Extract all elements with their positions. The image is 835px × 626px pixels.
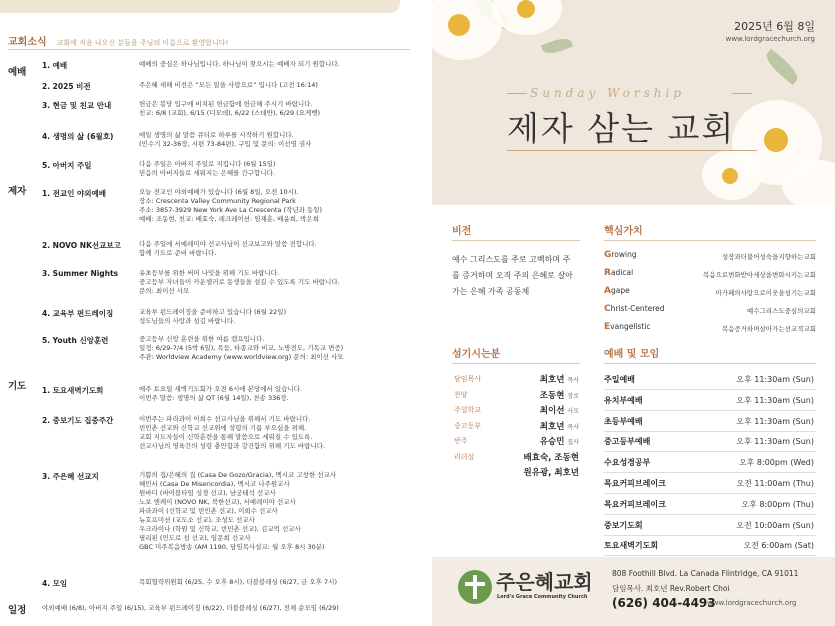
- divider: [732, 93, 752, 94]
- news-item-text: 중고등부 신앙 훈련을 위한 여름 캠프입니다. 일정: 6/29-7/4 (5박 6일), 목둠, 타종교와 비교, 노방전도, 기독교 변증) 주관: Worldview Academy (www.worldview.org) 문의: 최이선 사모: [139, 335, 344, 361]
- vision-heading: 비전: [452, 226, 472, 237]
- divider: [604, 493, 816, 494]
- core-value-word: [604, 322, 651, 332]
- address: 808 Foothill Blvd. La Canada Flintridge, CA 91011: [612, 569, 799, 578]
- news-item-label: 4. 생명의 삶 (6월호): [42, 132, 114, 141]
- staff-name-text: 조동현: [539, 390, 565, 401]
- news-item-label: 1. 전교인 야외예배: [42, 189, 107, 198]
- staff-heading: 섬기시는분: [452, 349, 501, 360]
- staff-title: 사모: [567, 408, 579, 415]
- staff-role: 중고등부: [454, 421, 482, 430]
- flower-center: [448, 14, 470, 36]
- staff-name-text: 최호년: [539, 421, 565, 432]
- divider: [604, 389, 816, 390]
- staff-name: [540, 405, 579, 418]
- schedule-text: 야외예배 (6/8), 아버지 주일 (6/15), 교육부 펀드레이징 (6/22), 더블블레싱 (6/27), 전체 순모임 (6/29): [42, 604, 339, 612]
- website-link[interactable]: www.lordgracechurch.org: [725, 35, 815, 43]
- core-value-rest: gape: [610, 286, 630, 295]
- staff-name-text: 최이선: [539, 406, 565, 416]
- date: 2025년 6월 8일: [734, 20, 815, 33]
- news-item-label: 2. 2025 비전: [42, 82, 91, 91]
- core-value-word: [604, 304, 665, 314]
- sunday-worship-label: Sunday Worship: [530, 86, 685, 100]
- staff-title: 집사: [567, 439, 579, 446]
- service-time: 오전 10:00am (Sun): [736, 520, 814, 530]
- core-value-rest: vangelistic: [610, 322, 651, 331]
- vision-text: 예수 그리스도를 주로 고백하며 주를 증거하며 오직 주의 은혜로 살아가는 은혜 가족 공동체: [452, 255, 573, 296]
- core-value-letter: A: [604, 286, 611, 296]
- church-name: 주은혜교회: [496, 570, 593, 594]
- category-worship: 예배: [8, 67, 27, 78]
- staff-name-text: 원유광, 최호년: [523, 468, 579, 478]
- divider: [604, 431, 816, 432]
- service-name: 토요새벽기도회: [604, 541, 659, 551]
- core-value-letter: C: [604, 304, 611, 314]
- news-item-text: 교육부 펀드레이징을 준비하고 있습니다 (6월 22일) 성도님들의 사랑과 섬김 바랍니다.: [139, 308, 287, 325]
- staff-role: 리더십: [454, 452, 475, 461]
- service-time: 오후 8:00pm (Wed): [738, 458, 814, 468]
- top-decor-bar: [0, 0, 400, 13]
- leaf-decor: [541, 35, 573, 57]
- section-subtitle: 교회에 처음 나오신 분들을 주님의 이름으로 환영합니다!: [56, 39, 229, 47]
- flower-banner: [432, 0, 835, 205]
- service-name: 유치부예배: [604, 395, 643, 405]
- core-value-rest: hrist-Centered: [610, 304, 665, 313]
- flower-center: [722, 168, 738, 184]
- service-name: 중고등부예배: [604, 437, 651, 447]
- staff-name-text: 최호년: [539, 375, 565, 385]
- service-time: 오후 11:30am (Sun): [736, 416, 814, 426]
- core-value-desc: 성장과더불어성숙을지향하는교회: [721, 253, 816, 261]
- staff-name-text: 배효숙, 조동현: [523, 452, 579, 463]
- website-link[interactable]: www.lordgracechurch.org: [707, 599, 797, 607]
- core-value-letter: R: [604, 268, 611, 278]
- core-value-letter: G: [604, 250, 612, 260]
- service-name: 중보기도회: [604, 520, 643, 530]
- staff-name: [524, 452, 579, 465]
- divider: [507, 150, 757, 151]
- cross-icon: [473, 575, 477, 599]
- staff-name: [540, 421, 579, 434]
- service-time: 오후 8:00pm (Thu): [741, 499, 814, 509]
- news-item-text: 매주 토요일 새벽기도회가 오전 6시에 본당에서 있습니다. 이번주 말씀: 생명의 삶 QT (6월 14일), 찬송 336장.: [139, 385, 303, 402]
- category-prayer: 기도: [8, 381, 27, 392]
- category-schedule: 일정: [8, 605, 27, 616]
- cross-icon: [465, 582, 485, 586]
- service-name: 초등부예배: [604, 416, 643, 426]
- staff-role: 반주: [454, 437, 468, 445]
- news-item-text: 기쁨의 집/은혜의 집 (Casa De Gozo/Gracia), 멕시코 고창한 선교사 혜민서 (Casa De Misericordia), 멕시코 나주원교사 원바디 (바이블타임 성경 선교), 남궁태석 선교사 노보 엔케이 (NOVO NK, 북한선교), 서예레미야 선교사 파라과이 (신학교 및 빈민촌 선교), 이희수 선교사 뉴호프미션 (교도소 선교), 조성도 선교사 우크라이나 (학원 및 신학교, 빈민촌 선교), 김교억 선교사 필리핀 (민도로 섬 선교), 임문희 선교사 GBC 미주복음방송 (AM 1190, 담임목사설교: 월 오후 8시 30분): [139, 471, 337, 551]
- news-item-label: 1. 토요새벽기도회: [42, 386, 104, 395]
- news-item-text: 다음 주일에 서예레미야 선교사님이 선교보고와 말씀 전합니다. 함께 기도로 준비 바랍니다.: [139, 240, 317, 257]
- news-item-label: 1. 예배: [42, 61, 68, 70]
- news-item-text: 유초등부를 위한 써머 나잇을 위해 기도 바랍니다. 중고등부 자녀들이 카운셀러로 동생들을 섬길 수 있도록 기도 바랍니다. 문의: 최이선 사모: [139, 269, 340, 295]
- core-value-word: [604, 268, 633, 278]
- flower-center: [517, 0, 535, 18]
- staff-role: 찬양: [454, 390, 468, 399]
- core-values-heading: 핵심가치: [604, 226, 643, 237]
- core-value-desc: 복음증거하며살아가는선교적교회: [721, 325, 816, 333]
- news-item-label: 4. 모임: [42, 579, 68, 588]
- divider: [604, 472, 816, 473]
- news-item-label: 3. 주은혜 선교지: [42, 472, 99, 481]
- category-discipleship: 제자: [8, 186, 27, 197]
- core-value-desc: 예수그리스도중심의교회: [746, 307, 816, 315]
- pastor: 담임목사. 최호년 Rev.Robert Choi: [612, 584, 730, 593]
- core-value-word: [604, 250, 637, 260]
- staff-name: [540, 436, 579, 449]
- news-item-label: 2. 중보기도 집중주간: [42, 416, 114, 425]
- leaf-decor: [762, 49, 802, 85]
- service-time: 오후 11:30am (Sun): [736, 437, 814, 447]
- divider: [604, 514, 816, 515]
- divider: [604, 535, 816, 536]
- news-item-label: 3. 현금 및 친교 안내: [42, 101, 112, 110]
- staff-name: [540, 390, 579, 403]
- service-name: 목요커피브레이크: [604, 479, 666, 488]
- core-value-desc: 아가페의사랑으로이웃을섬기는교회: [715, 289, 816, 297]
- news-item-text: 오늘 전교인 야외예배가 있습니다 (6월 8일, 오전 10시). 장소: Crescenta Valley Community Regional Park 주소: 3857-3929 New York Ave La Crescenta (작년과 동일) 예배: 조동현, 친교: 배효숙, 레크레이션: 임재훈, 배윤희, 박은희: [139, 188, 323, 223]
- staff-title: 목사: [567, 423, 579, 431]
- service-name: 수요성경공부: [604, 458, 651, 468]
- divider: [604, 451, 816, 452]
- cover-panel: [432, 0, 835, 626]
- news-item-text: 이번주는 파라과이 이희수 선교사님을 위해서 기도 바랍니다. 빈민촌 선교와 신학교 선교위에 성령의 기름 부으심을 위해. 교회 지도자들이 신학훈련을 통해 말씀으로 세워질 수 있도록. 선교사님의 영육간의 성령 충만함과 강건함의 위해 기도 바랍니다.: [139, 415, 326, 450]
- staff-name: [524, 467, 579, 480]
- news-item-label: 2. NOVO NK선교보고: [42, 241, 121, 250]
- news-item-text: 헌금은 봉당 입구에 비치된 헌금함에 헌금해 주시기 바랍니다. 친교: 6/8 (교회), 6/15 (디모데), 6/22 (스데반), 6/29 (요게벳): [139, 100, 321, 117]
- news-item-label: 5. 아버지 주일: [42, 161, 92, 170]
- flower-center: [764, 128, 788, 152]
- news-item-text: 다음 주일은 아버지 주일로 지킵니다 (6월 15일) 믿음의 아버지들로 세워지는 은혜를 간구합니다.: [139, 160, 276, 177]
- section-title: 교회소식: [8, 37, 47, 48]
- service-name: 주일예배: [604, 375, 635, 384]
- news-item-label: 5. Youth 신앙훈련: [42, 336, 109, 345]
- church-name-en: Lord's Grace Community Church: [497, 594, 588, 600]
- news-item-label: 4. 교육부 펀드레이징: [42, 309, 114, 318]
- main-title: 제자 삼는 교회: [507, 109, 736, 148]
- core-value-word: [604, 286, 630, 296]
- staff-name: [540, 374, 579, 387]
- divider: [604, 363, 816, 364]
- news-item-text: 목회협력위원회 (6/25, 수 오후 8시), 더블블레싱 (6/27, 금 오후 7시): [139, 578, 337, 586]
- divider: [604, 410, 816, 411]
- news-item-text: 예배의 중심은 하나님입니다. 하나님이 찾으시는 예배자 되기 원합니다.: [139, 60, 340, 68]
- core-value-rest: adical: [610, 268, 634, 277]
- staff-role: 담임목사: [454, 375, 482, 383]
- core-value-desc: 복음으로변화받아세상을변화시키는교회: [702, 271, 816, 279]
- staff-role: 주일학교: [454, 406, 482, 414]
- divider: [604, 240, 816, 241]
- divider: [8, 49, 410, 50]
- service-time: 오후 11:30am (Sun): [736, 375, 814, 384]
- section-header: [8, 33, 228, 48]
- service-name: 목요커피브레이크: [604, 499, 666, 509]
- news-item-text: 주은혜 새해 비전은 “모든 일을 사랑으로” 입니다 (고전 16:14): [139, 81, 318, 89]
- news-item-text: 매일 생명의 삶 말씀 큐티로 하루를 시작하기 원합니다. (민수기 32-36장, 시편 73-84편), 구입 및 문의: 이선영 권사: [139, 131, 312, 148]
- service-time: 오전 6:00am (Sat): [743, 541, 814, 551]
- service-time: 오후 11:30am (Sun): [736, 395, 814, 405]
- staff-title: 장로: [567, 392, 579, 400]
- service-time: 오전 11:00am (Thu): [736, 479, 814, 488]
- core-value-letter: E: [604, 322, 611, 332]
- core-value-rest: rowing: [611, 250, 637, 259]
- divider: [452, 363, 580, 364]
- divider: [507, 93, 527, 94]
- divider: [452, 240, 580, 241]
- news-item-label: 3. Summer Nights: [42, 269, 119, 278]
- staff-name-text: 유승민: [539, 437, 565, 447]
- services-heading: 예배 및 모임: [604, 349, 660, 360]
- phone: (626) 404-4493: [612, 596, 716, 610]
- staff-title: 목사: [567, 377, 579, 384]
